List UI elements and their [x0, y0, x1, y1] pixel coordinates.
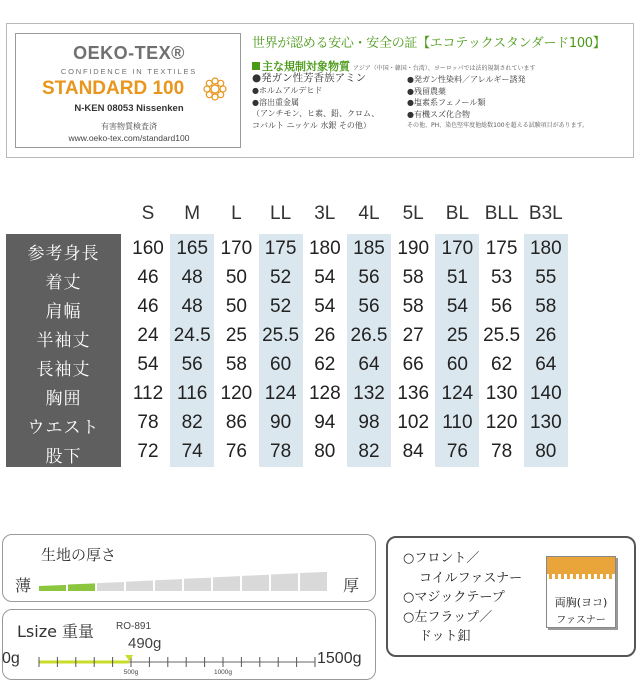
table-cell: 78: [137, 412, 159, 433]
table-row: [6, 238, 640, 264]
zipper-strip: [547, 557, 615, 574]
oeko-tex-banner: [6, 23, 634, 158]
table-cell: 50: [225, 296, 247, 317]
thickness-step: [68, 583, 95, 591]
size-header-cell: BLL: [484, 203, 519, 224]
table-cell: 26: [535, 325, 557, 346]
table-cell: 190: [397, 238, 430, 259]
table-cell: 58: [402, 267, 424, 288]
oeko-tex-logo: [15, 33, 241, 148]
table-cell: 160: [132, 238, 164, 259]
substance-item: コバルト ニッケル 水銀 その他）: [252, 120, 371, 130]
thickness-step: [155, 579, 182, 591]
table-row: [6, 412, 640, 438]
table-cell: 66: [402, 354, 424, 375]
table-row: [6, 267, 640, 293]
row-label: 肩幅: [45, 302, 82, 322]
table-cell: 80: [535, 441, 557, 462]
chest-zipper-card: [546, 556, 616, 628]
table-cell: 165: [176, 238, 209, 259]
table-cell: 170: [220, 238, 253, 259]
thickness-step: [271, 573, 298, 591]
substance-item: ●有機スズ化合物: [407, 109, 470, 119]
table-cell: 98: [358, 412, 380, 433]
table-cell: 56: [181, 354, 203, 375]
weight-marker: [125, 655, 133, 661]
oeko-tex-tested: 有害物質検査済: [101, 122, 157, 131]
table-cell: 55: [535, 267, 557, 288]
table-cell: 80: [314, 441, 336, 462]
weight-tick-1000: 1000g: [213, 669, 233, 676]
table-cell: 25.5: [483, 325, 521, 346]
table-cell: 136: [397, 383, 430, 404]
green-square-icon: [252, 62, 260, 70]
size-header-cell: 3L: [314, 203, 336, 224]
feature-item: ○左フラップ／: [403, 609, 493, 625]
table-cell: 128: [308, 383, 341, 404]
table-cell: 82: [181, 412, 203, 433]
weight-panel: [2, 609, 376, 680]
row-label: 股下: [45, 447, 82, 467]
oeko-tex-brand: OEKO-TEX®: [73, 43, 185, 63]
table-cell: 124: [264, 383, 297, 404]
features-panel: [386, 536, 636, 657]
size-header-cell: S: [141, 203, 155, 224]
thickness-low-label: 薄: [15, 576, 32, 595]
substance-item: ●ホルムアルデヒド: [252, 86, 323, 95]
table-cell: 50: [225, 267, 247, 288]
table-cell: 120: [220, 383, 253, 404]
weight-max: 1500g: [317, 650, 362, 667]
table-cell: 56: [491, 296, 513, 317]
thickness-step: [97, 582, 124, 591]
size-header-cell: L: [231, 203, 242, 224]
table-cell: 82: [358, 441, 380, 462]
row-label: 長袖丈: [36, 360, 91, 380]
fabric-thickness-panel: [2, 534, 376, 602]
oeko-subhead-note: アジア（中国・韓国・台湾）、ヨーロッパでは法的規制されています: [353, 65, 536, 72]
table-cell: 51: [446, 267, 468, 288]
size-header-cell: M: [184, 203, 201, 224]
table-cell: 74: [181, 441, 203, 462]
table-cell: 53: [491, 267, 513, 288]
thickness-title: 生地の厚さ: [41, 546, 117, 564]
table-cell: 25: [225, 325, 247, 346]
table-cell: 60: [446, 354, 468, 375]
table-cell: 52: [270, 267, 292, 288]
size-header-cell: BL: [445, 203, 470, 224]
table-cell: 130: [485, 383, 518, 404]
thickness-step: [39, 585, 66, 591]
table-cell: 54: [314, 267, 336, 288]
table-cell: 94: [314, 412, 336, 433]
table-cell: 48: [181, 267, 203, 288]
table-cell: 46: [137, 296, 159, 317]
feature-item: ドット釦: [419, 629, 471, 644]
row-label: 半袖丈: [36, 331, 91, 351]
table-cell: 52: [270, 296, 292, 317]
oeko-tex-tagline: CONFIDENCE IN TEXTILES: [60, 67, 198, 76]
table-cell: 140: [529, 383, 562, 404]
table-cell: 25.5: [262, 325, 300, 346]
table-cell: 175: [485, 238, 518, 259]
table-cell: 26: [314, 325, 336, 346]
zipper-teeth-icon: [547, 574, 615, 580]
substance-item: ●発ガン性染料／アレルギー誘発: [407, 75, 526, 84]
table-cell: 24: [137, 325, 159, 346]
weight-tick-500: 500g: [123, 669, 139, 676]
table-row: [6, 325, 640, 351]
table-cell: 120: [485, 412, 518, 433]
zipper-subtitle: ファスナー: [556, 615, 606, 626]
table-cell: 58: [402, 296, 424, 317]
thickness-high-label: 厚: [343, 576, 360, 595]
row-label: 胸囲: [45, 389, 82, 409]
row-label: 参考身長: [27, 244, 100, 264]
table-cell: 64: [358, 354, 380, 375]
thickness-step: [300, 572, 327, 591]
table-cell: 180: [308, 238, 341, 259]
feature-item: コイルファスナー: [419, 570, 523, 586]
thickness-step: [213, 576, 240, 591]
table-row: [6, 296, 640, 322]
weight-model: RO-891: [116, 621, 152, 632]
table-row: [6, 441, 640, 467]
feature-item: ○マジックテープ: [403, 590, 505, 605]
table-cell: 48: [181, 296, 203, 317]
thickness-step: [242, 575, 269, 591]
table-cell: 54: [446, 296, 468, 317]
substance-item: ●塩素系フェノール類: [407, 98, 486, 107]
table-cell: 46: [137, 267, 159, 288]
table-cell: 62: [491, 354, 513, 375]
table-cell: 84: [402, 441, 424, 462]
table-cell: 58: [535, 296, 557, 317]
table-cell: 78: [270, 441, 292, 462]
table-cell: 54: [314, 296, 336, 317]
weight-min: 0g: [2, 650, 20, 667]
table-cell: 58: [225, 354, 247, 375]
table-cell: 116: [177, 383, 208, 404]
table-row: [6, 383, 640, 409]
table-cell: 72: [137, 441, 159, 462]
oeko-subhead-text: 主な規制対象物質: [262, 60, 350, 73]
table-cell: 64: [535, 354, 557, 375]
size-header-cell: B3L: [528, 203, 563, 224]
row-label: ウエスト: [27, 418, 100, 438]
features-list: [403, 549, 522, 647]
table-cell: 170: [441, 238, 474, 259]
table-cell: 124: [441, 383, 474, 404]
substance-item: （アンチモン、ヒ素、鉛、クロム、: [252, 109, 380, 118]
table-cell: 56: [358, 296, 380, 317]
oeko-tex-standard: STANDARD 100: [42, 78, 185, 99]
table-cell: 76: [225, 441, 247, 462]
table-cell: 54: [137, 354, 159, 375]
regulated-substances-left: [252, 71, 379, 131]
table-cell: 25: [446, 325, 468, 346]
size-header-row: [6, 200, 640, 230]
row-label: 着丈: [45, 273, 82, 293]
oeko-tex-cert-id: N-KEN 08053 Nissenken: [74, 103, 184, 114]
table-cell: 180: [529, 238, 562, 259]
table-cell: 24.5: [173, 325, 211, 346]
substance-footnote: その他、PH、染色堅牢度他総数100を超える試験項目があります。: [407, 122, 589, 129]
table-cell: 102: [397, 412, 430, 433]
table-cell: 27: [402, 325, 424, 346]
size-header-cell: 4L: [358, 203, 380, 224]
table-cell: 56: [358, 267, 380, 288]
substance-item: ●溶出重金属: [252, 97, 299, 107]
oeko-headline: 世界が認める安心・安全の証【エコテックスタンダード100】: [252, 36, 606, 51]
oeko-tex-url: www.oeko-tex.com/standard100: [68, 133, 190, 143]
weight-value: 490g: [128, 635, 162, 652]
weight-title: Lsize 重量: [17, 622, 95, 641]
substance-item: ●残留農薬: [407, 86, 446, 96]
table-cell: 60: [270, 354, 292, 375]
table-cell: 185: [353, 238, 385, 259]
table-cell: 132: [353, 383, 385, 404]
table-cell: 78: [491, 441, 513, 462]
oeko-tex-flower-icon: [202, 76, 228, 102]
table-cell: 130: [529, 412, 562, 433]
table-cell: 112: [132, 383, 164, 404]
table-cell: 90: [270, 412, 292, 433]
thickness-step: [126, 581, 153, 591]
table-cell: 62: [314, 354, 336, 375]
thickness-step: [184, 578, 211, 591]
size-header-cell: LL: [270, 203, 292, 224]
thickness-meter: [39, 571, 339, 595]
table-cell: 110: [442, 412, 473, 433]
zipper-title: 両胸(ヨコ): [554, 596, 608, 609]
table-cell: 175: [264, 238, 297, 259]
table-cell: 76: [446, 441, 468, 462]
table-row: [6, 354, 640, 380]
table-cell: 86: [225, 412, 247, 433]
feature-item: ○フロント／: [403, 551, 480, 566]
size-header-cell: 5L: [402, 203, 424, 224]
substance-item: ●発ガン性芳香族アミン: [252, 72, 367, 84]
table-cell: 26.5: [350, 325, 388, 346]
regulated-substances-right: [407, 74, 588, 132]
